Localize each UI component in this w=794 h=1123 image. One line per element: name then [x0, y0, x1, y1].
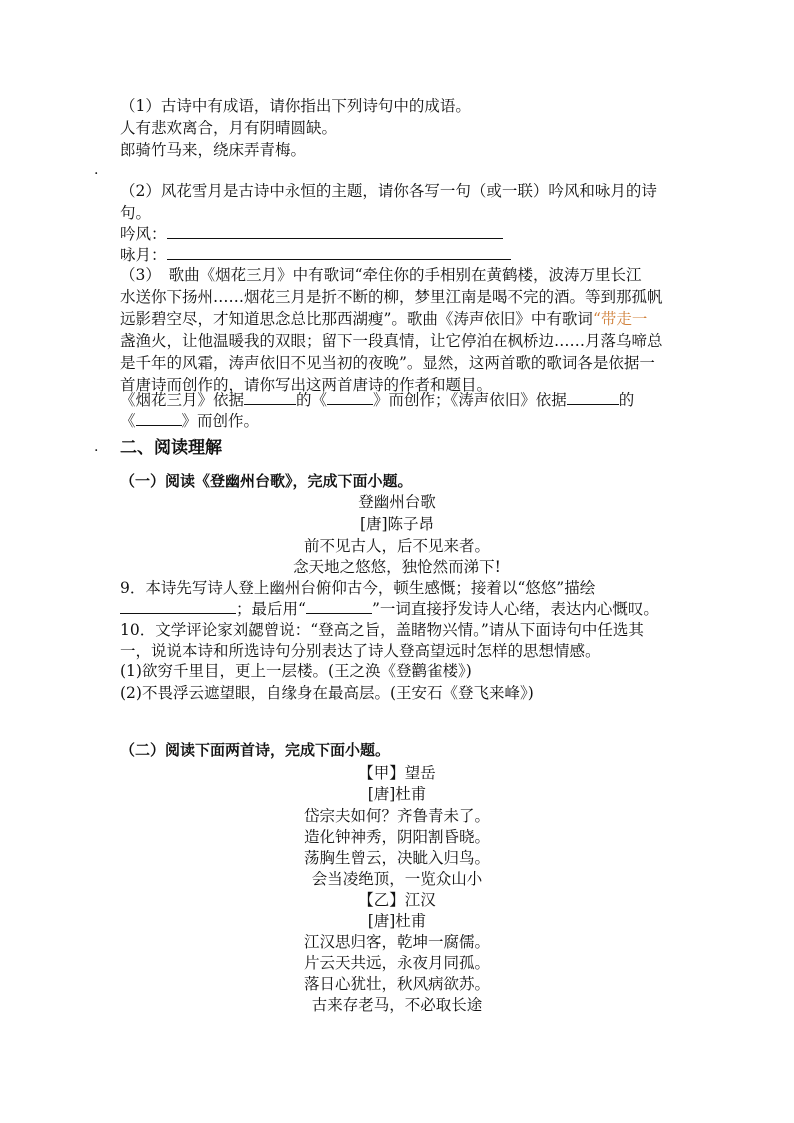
q9-b2: ”一词直接抒发诗人心绪，表达内心慨叹。 — [371, 600, 659, 618]
q9-blank-1[interactable] — [120, 598, 236, 614]
poem-a-line: 造化钟神秀，阴阳割昏晓。 — [303, 828, 490, 846]
q1-line2: 郎骑竹马来，绕床弄青梅。 — [120, 141, 307, 159]
q3-answer-row1 — [120, 389, 634, 411]
q9-line-b — [120, 598, 659, 620]
q3-h1: 《 — [120, 412, 136, 430]
title-blank-2[interactable] — [136, 410, 182, 426]
poem-b-title: 【乙】江汉 — [358, 891, 436, 909]
q10-line-b: 一，说说本诗和所选诗句分别表达了诗人登高望远时怎样的思想情感。 — [120, 642, 601, 660]
poem1-line: 念天地之悠悠，独怆然而涕下! — [293, 558, 501, 576]
q2-wind-label: 吟风： — [120, 225, 167, 243]
poem-a-line: 荡胸生曾云，决眦入归鸟。 — [303, 849, 490, 867]
poem-b-author: [唐]杜甫 — [367, 912, 427, 930]
moon-answer-blank[interactable] — [167, 244, 511, 260]
poem1-line: 前不见古人，后不见来者。 — [303, 537, 490, 555]
q2-prompt-a: （2）风花雪月是古诗中永恒的主题，请你各写一句（或一联）吟风和咏月的诗 — [120, 182, 657, 200]
q3-line-a: （3） 歌曲《烟花三月》中有歌词“牵住你的手相别在黄鹤楼，波涛万里长江 — [120, 266, 642, 284]
q3-g2: 的《 — [296, 391, 328, 409]
poem-b-line: 落日心犹壮，秋风病欲苏。 — [303, 975, 490, 993]
q3-g3: 》而创作；《涛声依旧》依据 — [373, 391, 567, 409]
title-blank-1[interactable] — [327, 389, 373, 405]
q1-prompt: （1）古诗中有成语，请你指出下列诗句中的成语。 — [120, 97, 471, 115]
q3-g1: 《烟花三月》依据 — [120, 391, 245, 409]
q3-g4: 的 — [618, 391, 635, 409]
q9-b1: ；最后用“ — [236, 600, 306, 618]
poem-b-line: 片云天共远，永夜月同孤。 — [303, 954, 490, 972]
poem-a-author: [唐]杜甫 — [367, 785, 427, 803]
poem-a-line: 岱宗夫如何？齐鲁青未了。 — [303, 807, 490, 825]
q3-line-f: 首唐诗而创作的，请你写出这两首唐诗的作者和题目。 — [120, 376, 493, 394]
q10-option-1: (1)欲穷千里目，更上一层楼。(王之涣《登鹳雀楼》) — [120, 662, 472, 680]
author-blank-2[interactable] — [567, 389, 619, 405]
q2-moon-label: 咏月： — [120, 246, 167, 264]
wind-answer-blank[interactable] — [167, 223, 503, 239]
q2-moon-row — [120, 244, 511, 266]
subsection1-heading: （一）阅读《登幽州台歌》，完成下面小题。 — [120, 472, 413, 490]
q3-line-c-highlight: “带走一 — [592, 310, 648, 328]
bullet-dot: . — [94, 162, 99, 178]
q1-line1: 人有悲欢离合，月有阴晴圆缺。 — [120, 119, 338, 137]
q3-line-d: 盏渔火，让他温暖我的双眼；留下一段真情，让它停泊在枫桥边……月落乌啼总 — [120, 332, 663, 350]
poem1-title: 登幽州台歌 — [358, 493, 436, 511]
subsection2-heading: （二）阅读下面两首诗，完成下面小题。 — [120, 741, 391, 759]
q2-prompt-b: 句。 — [120, 204, 152, 222]
q3-line-c-text: 远影碧空尽，才知道思念总比那西湖瘦”。歌曲《涛声依旧》中有歌词 — [120, 310, 593, 328]
q3-line-c — [120, 309, 647, 330]
q3-h2: 》而创作。 — [181, 412, 260, 430]
author-blank-1[interactable] — [244, 389, 296, 405]
poem1-author: [唐]陈子昂 — [359, 515, 435, 533]
q9-blank-2[interactable] — [306, 598, 372, 614]
poem-a-line: 会当凌绝顶，一览众山小 — [311, 870, 483, 888]
poem-b-line: 江汉思归客，乾坤一腐儒。 — [303, 933, 490, 951]
q3-line-b: 水送你下扬州……烟花三月是折不断的柳，梦里江南是喝不完的酒。等到那孤帆 — [120, 288, 663, 306]
q2-wind-row — [120, 223, 503, 245]
poem-b-line: 古来存老马，不必取长途 — [311, 996, 483, 1014]
q9-line-a: 9．本诗先写诗人登上幽州台俯仰古今，顿生感慨；接着以“悠悠”描绘 — [120, 579, 596, 597]
section2-heading: 二、阅读理解 — [120, 438, 222, 458]
q3-line-e: 是千年的风霜，涛声依旧不见当初的夜晚”。显然，这两首歌的歌词各是依据一 — [120, 354, 655, 372]
q3-answer-row2 — [120, 410, 259, 432]
q10-line-a: 10．文学评论家刘勰曾说：“登高之旨，盖睹物兴情。”请从下面诗句中任选其 — [120, 621, 644, 639]
poem-a-title: 【甲】望岳 — [358, 764, 436, 782]
q10-option-2: (2)不畏浮云遮望眼，自缘身在最高层。(王安石《登飞来峰》) — [120, 684, 534, 702]
bullet-dot-2: . — [94, 439, 99, 455]
